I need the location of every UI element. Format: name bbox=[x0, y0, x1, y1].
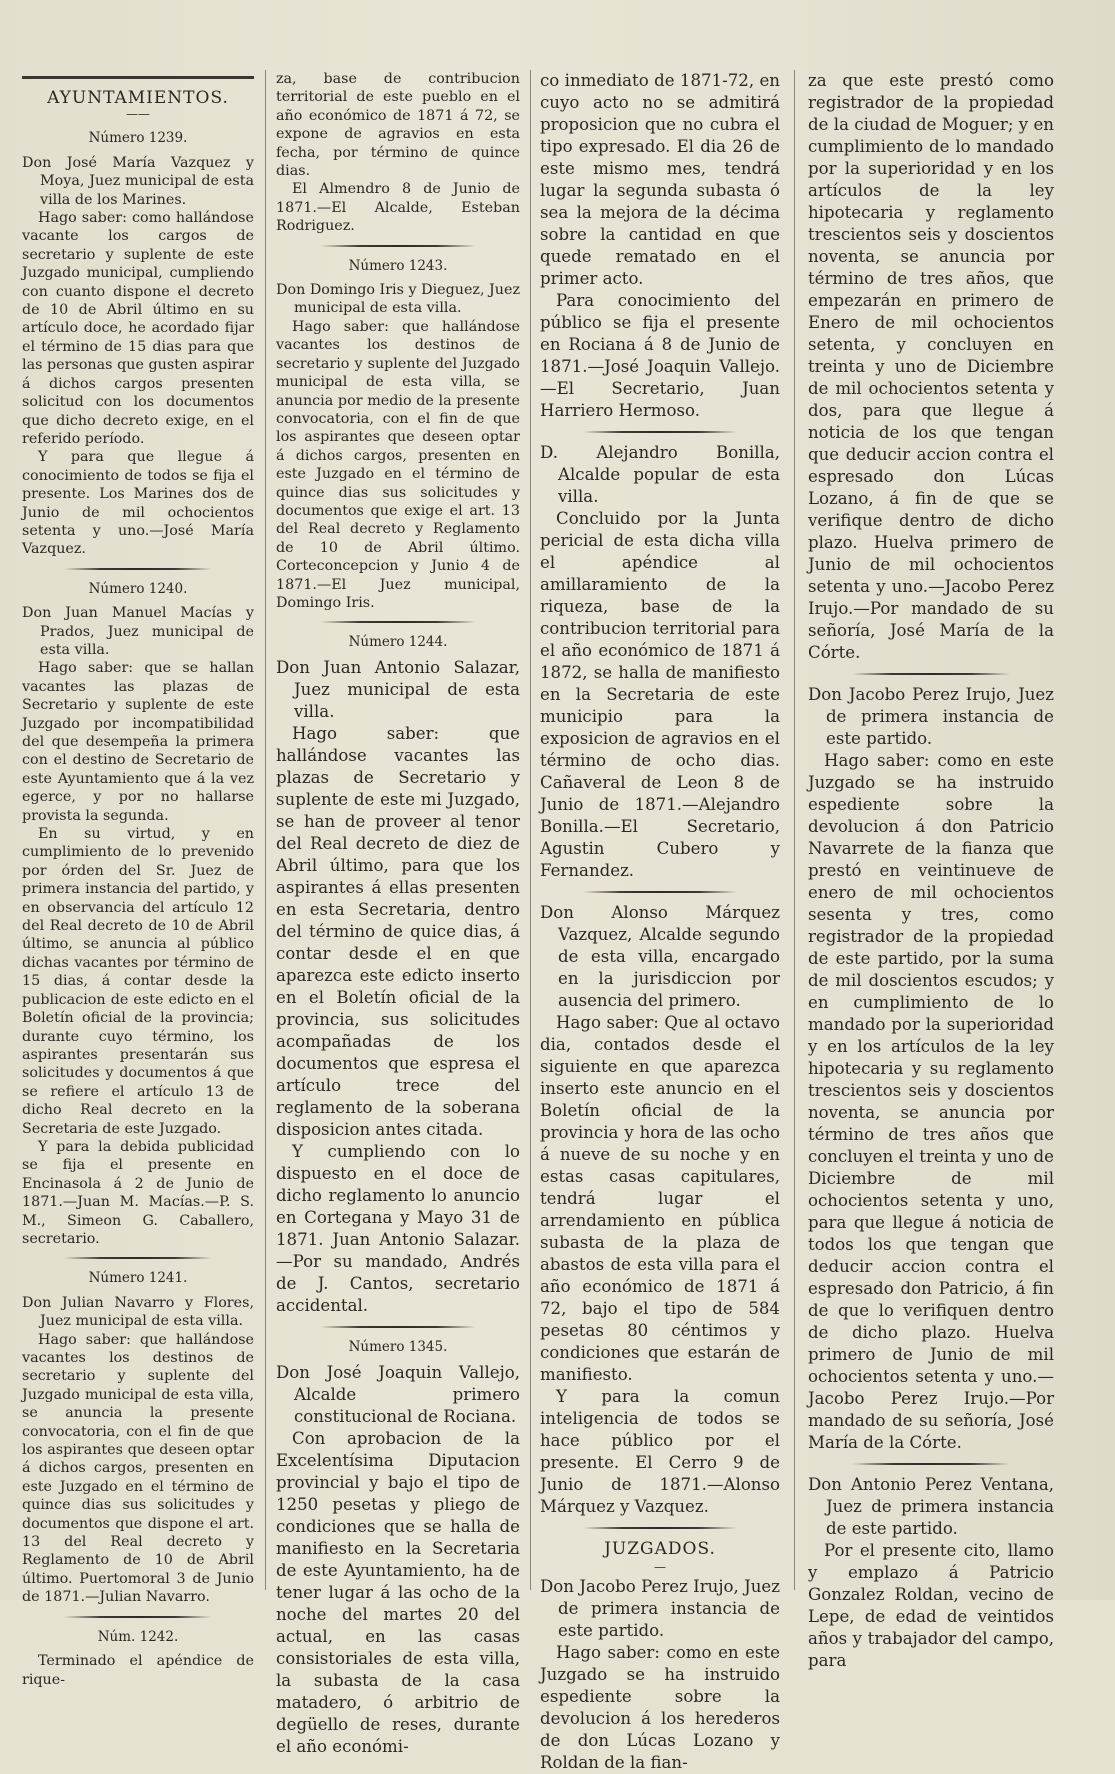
separator bbox=[64, 568, 212, 570]
notice-heading: Don Julian Navarro y Flores, Juez municipal de esta villa. bbox=[22, 1294, 254, 1330]
notice-heading: Don Jacobo Perez Irujo, Juez de primera instancia de este partido. bbox=[808, 685, 1054, 748]
notice-number: Número 1345. bbox=[348, 1339, 448, 1356]
separator bbox=[583, 891, 737, 893]
separator bbox=[64, 1257, 212, 1259]
notice-body: Hago saber: como en este Juzgado se ha instruido espediente sobre la devolucion á los herederos de don Lúcas Lozano y Roldan de la fian- bbox=[540, 1643, 780, 1772]
separator bbox=[320, 621, 476, 623]
separator bbox=[852, 1463, 1009, 1465]
separator bbox=[852, 673, 1009, 675]
notice-body: Terminado el apéndice de rique- bbox=[22, 1653, 254, 1688]
notice-number: Número 1241. bbox=[88, 1270, 188, 1287]
column-3 bbox=[540, 70, 780, 1772]
section-dash: — bbox=[654, 1560, 666, 1574]
separator bbox=[583, 431, 737, 433]
notice-heading: Don Juan Manuel Macías y Prados, Juez municipal de esta villa. bbox=[22, 605, 254, 658]
notice-number: Núm. 1242. bbox=[97, 1628, 179, 1645]
notice-body: za, base de contribucion territorial de este pueblo en el año económico de 1871 á 72, se expone de agravios en esta fecha, por término de quince dias. bbox=[276, 71, 520, 180]
notice-signature: El Almendro 8 de Junio de 1871.—El Alcalde, Esteban Rodriguez. bbox=[276, 181, 520, 235]
notice-heading: Don Alonso Márquez Vazquez, Alcalde segundo de esta villa, encargado en la jurisdiccion por ausencia del primero. bbox=[540, 903, 780, 1010]
separator bbox=[583, 1527, 737, 1529]
column-2 bbox=[276, 70, 520, 1757]
notice-number: Número 1244. bbox=[348, 634, 448, 651]
notice-number: Número 1239. bbox=[88, 130, 188, 147]
separator bbox=[320, 1326, 476, 1328]
notice-body: Hago saber: que hallándose vacantes los destinos de secretario y suplente del Juzgado municipal de esta villa, se anuncia por medio de la presente convocatoria, con el fin de que los aspirantes que deseen optar á dichos cargos, presenten en este Juzgado en el término de quince dias sus solicitudes y documentos que exige el art. 13 del Real decreto y Reglamento de 10 de Abril último. Corteconcepcion y Junio 4 de 1871.—El Juez municipal, Domingo Iris. bbox=[276, 318, 520, 611]
notice-body: Con aprobacion de la Excelentísima Diputacion provincial y bajo el tipo de 1250 pesetas y pliego de condiciones que se halla de manifiesto en la Secretaria de este Ayuntamiento, ha de tener lugar á las ocho de la noche del martes 20 del actual, en las casas consistoriales de esta villa, la subasta de la casa matadero, ó arbitrio de degüello de reses, durante el año económi- bbox=[276, 1429, 520, 1757]
notice-body: Hago saber: que hallándose vacantes los destinos de secretario y suplente del Juzgado municipal de esta villa, se anuncia la presente convocatoria, con el fin de que los aspirantes que deseen optar á dichos cargos, presenten en este Juzgado en el término de quince dias sus solicitudes y documentos que dispone el art. 13 del Real decreto y Reglamento de 10 de Abril último. Puertomoral 3 de Junio de 1871.—Julian Navarro. bbox=[22, 1331, 254, 1606]
notice-body: Y para la comun inteligencia de todos se hace público por el presente. El Cerro 9 de Junio de 1871.—Alonso Márquez y Vazquez. bbox=[540, 1387, 780, 1516]
notice-heading: Don José María Vazquez y Moya, Juez municipal de esta villa de los Marines. bbox=[22, 154, 254, 208]
separator bbox=[64, 1616, 212, 1618]
notice-body: Hago saber: como en este Juzgado se ha instruido espediente sobre la devolucion á don Patricio Navarrete de la fianza que prestó en veintinueve de enero de mil ochocientos sesenta y tres, como registrador de la propiedad de este partido, por la suma de mil doscientos escudos; y en cumplimiento de lo mandado por la superioridad y en los artículos de la ley hipotecaria y su reglamento trescientos seis y doscientos noventa, se anuncia por término de tres años que concluyen el treinta y uno de Diciembre de mil ochocientos setenta y uno, para que llegue á noticia de todos los que tengan que deducir accion contra el espresado don Patricio, á fin de que lo verifiquen dentro de dicho plazo. Huelva primero de Junio de mil ochocientos setenta y uno.—Jacobo Perez Irujo.—Por mandado de su señoría, José María de la Córte. bbox=[808, 751, 1054, 1452]
notice-body: Y para que llegue á conocimiento de todos se fija el presente. Los Marines dos de Junio de mil ochocientos setenta y uno.—José María Vazquez. bbox=[22, 449, 254, 558]
section-title-ayuntamientos: AYUNTAMIENTOS. bbox=[47, 88, 229, 108]
column-1 bbox=[22, 70, 254, 1688]
notice-heading: Don Domingo Iris y Dieguez, Juez municipal de esta villa. bbox=[276, 282, 520, 317]
notice-heading: D. Alejandro Bonilla, Alcalde popular de esta villa. bbox=[540, 443, 780, 506]
notice-number: Número 1240. bbox=[88, 580, 188, 597]
column-rule bbox=[794, 70, 795, 1590]
column-4 bbox=[808, 70, 1054, 1670]
separator bbox=[320, 245, 476, 247]
notice-body: Concluido por la Junta pericial de esta dicha villa el apéndice al amillaramiento de la riqueza, base de la contribucion territorial para el año económico de 1871 á 1872, se halla de manifiesto en la Secretaria de este municipio para la exposicion de agravios en el término de ocho dias. Cañaveral de Leon 8 de Junio de 1871.—Alejandro Bonilla.—El Secretario, Agustin Cubero y Fernandez. bbox=[540, 509, 780, 880]
notice-body: Y cumpliendo con lo dispuesto en el doce de dicho reglamento lo anuncio en Cortegana y Mayo 31 de 1871. Juan Antonio Salazar.—Por su mandado, Andrés de J. Cantos, secretario accidental. bbox=[276, 1142, 520, 1316]
notice-body: Por el presente cito, llamo y emplazo á Patricio Gonzalez Roldan, vecino de Lepe, de edad de veintidos años y trabajador del campo, para bbox=[808, 1541, 1054, 1670]
notice-body: Hago saber: que se hallan vacantes las plazas de Secretario y suplente de este Juzgado por incompatibilidad del que desempeña la primera con el destino de Secretario de este Ayuntamiento que á la vez egerce, y por no hallarse provista la segunda. bbox=[22, 660, 254, 824]
notice-heading: Don Juan Antonio Salazar, Juez municipal de esta villa. bbox=[276, 658, 520, 722]
notice-body: za que este prestó como registrador de la propiedad de la ciudad de Moguer; y en cumplimiento de lo mandado por la superioridad y en los artículos de la ley hipotecaria y reglamento trescientos seis y doscientos noventa, se anuncia por término de tres años, que empezarán en primero de Enero de mil ochocientos setenta, y concluyen en treinta y uno de Diciembre de mil ochocientos setenta y dos, para que llegue á noticia de los que tengan que deducir accion contra el espresado don Lúcas Lozano, á fin de que se verifique dentro de dicho plazo. Huelva primero de Junio de mil ochocientos setenta y uno.—Jacobo Perez Irujo.—Por mandado de su señoría, José María de la Córte. bbox=[808, 71, 1054, 662]
column-rule bbox=[530, 70, 531, 1590]
notice-heading: Don Jacobo Perez Irujo, Juez de primera instancia de este partido. bbox=[540, 1577, 780, 1640]
notice-number: Número 1243. bbox=[348, 257, 448, 274]
top-rule bbox=[22, 76, 254, 79]
notice-body: Hago saber: Que al octavo dia, contados desde el siguiente en que aparezca inserto este anuncio en el Boletín oficial de la provincia y hora de las ocho á nueve de su noche y en estas casas capitulares, tendrá lugar el arrendamiento en pública subasta de la plaza de abastos de esta villa para el año económico de 1871 á 72, bajo el tipo de 584 pesetas 80 céntimos y condiciones que estarán de manifiesto. bbox=[540, 1013, 780, 1384]
section-dash: —— bbox=[126, 107, 150, 122]
notice-body: Y para la debida publicidad se fija el presente en Encinasola á 2 de Junio de 1871.—Juan M. Macías.—P. S. M., Simeon G. Caballero, secretario. bbox=[22, 1138, 254, 1247]
notice-body: Hago saber: que hallándose vacantes las plazas de Secretario y suplente de este mi Juzgado, se han de proveer al tenor del Real decreto de diez de Abril último, para que los aspirantes á ellas presenten en esta Secretaria, dentro del término de quice dias, á contar desde el en que aparezca este edicto inserto en el Boletín oficial de la provincia, sus solicitudes acompañadas de los documentos que espresa el artículo trece del reglamento de la soberana disposicion antes citada. bbox=[276, 724, 520, 1140]
notice-body: Para conocimiento del público se fija el presente en Rociana á 8 de Junio de 1871.—José Joaquin Vallejo.—El Secretario, Juan Harriero Hermoso. bbox=[540, 291, 780, 420]
column-rule bbox=[265, 70, 266, 1590]
notice-heading: Don José Joaquin Vallejo, Alcalde primero constitucional de Rociana. bbox=[276, 1363, 520, 1427]
notice-body: Hago saber: como hallándose vacante los cargos de secretario y suplente de este Juzgado municipal, cumpliendo con cuanto dispone el decreto de 10 de Abril último en su artículo doce, he acordado fijar el término de 15 dias para que las personas que gusten aspirar á dichos cargos presenten solicitud con los documentos que dicho decreto exige, en el referido período. bbox=[22, 210, 254, 447]
notice-body: co inmediato de 1871-72, en cuyo acto no se admitirá proposicion que no cubra el tipo expresado. El dia 26 de este mismo mes, tendrá lugar la segunda subasta ó sea la mejora de la décima sobre la cantidad en que quede rematado en el primer acto. bbox=[540, 71, 780, 288]
notice-body: En su virtud, y en cumplimiento de lo prevenido por órden del Sr. Juez de primera instancia del partido, y en observancia del artículo 12 del Real decreto de 10 de Abril último, se anuncia al público dichas vacantes por término de 15 dias, á contar desde la publicacion de este edicto en el Boletín oficial de la provincia; durante cuyo término, los aspirantes presentarán sus solicitudes y documentos á que se refiere el artículo 13 de dicho Real decreto en la Secretaria de este Juzgado. bbox=[22, 826, 254, 1137]
notice-heading: Don Antonio Perez Ventana, Juez de primera instancia de este partido. bbox=[808, 1475, 1054, 1538]
section-title-juzgados: JUZGADOS. bbox=[604, 1539, 716, 1559]
